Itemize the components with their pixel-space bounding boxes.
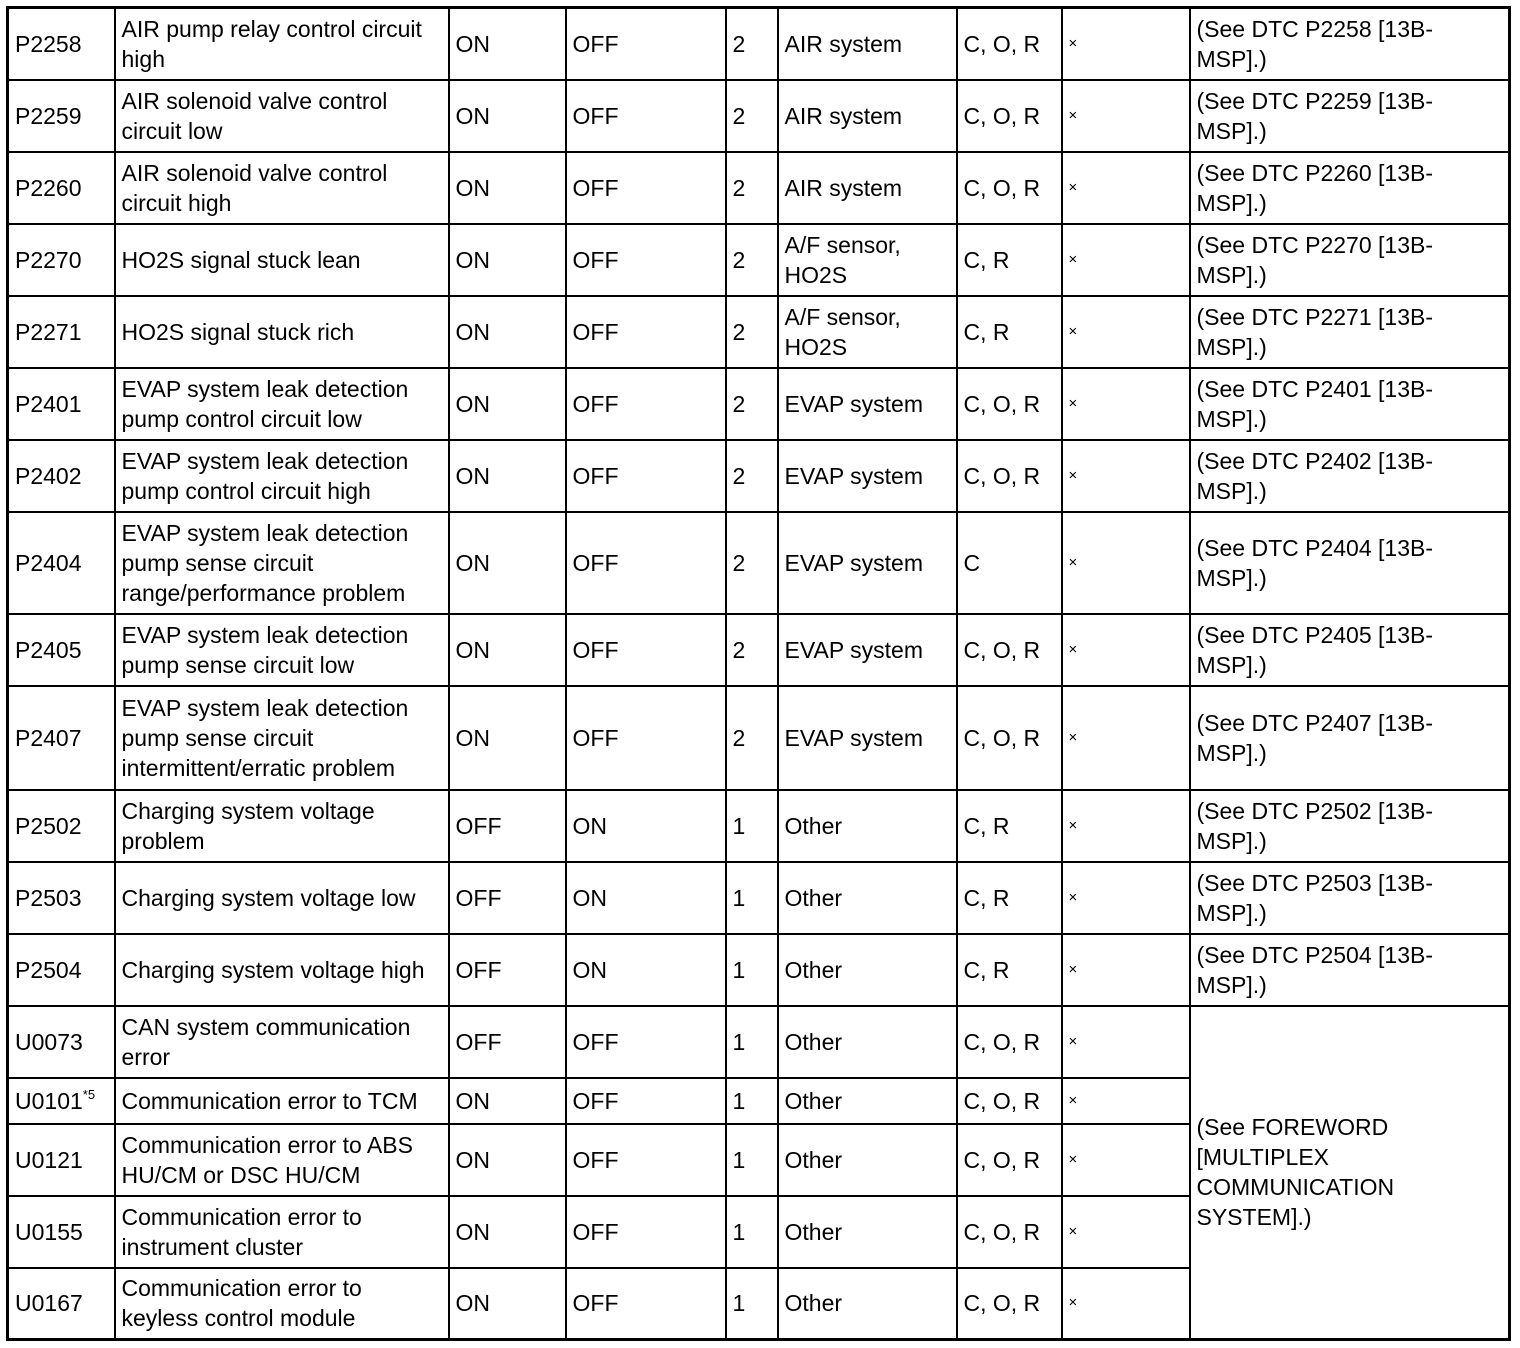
table-row: [8, 80, 1510, 152]
monitor-drive-cycle: 2: [726, 296, 778, 368]
mark-cell: ×: [1062, 152, 1190, 224]
mil-status: ON: [449, 614, 566, 686]
dtc-description: Communication error to instrument cluster: [115, 1196, 449, 1268]
mil-status: ON: [449, 8, 566, 80]
monitor-item: Other: [778, 1006, 957, 1078]
dtc-memory: C, R: [957, 790, 1062, 862]
monitor-drive-cycle: 1: [726, 790, 778, 862]
mark-cell: ×: [1062, 512, 1190, 614]
reference-cell: (See DTC P2502 [13B-MSP].): [1190, 790, 1510, 862]
generator-warning-status: OFF: [566, 614, 726, 686]
dtc-memory: C, O, R: [957, 440, 1062, 512]
monitor-drive-cycle: 2: [726, 686, 778, 790]
dtc-memory: C, O, R: [957, 1196, 1062, 1268]
generator-warning-status: OFF: [566, 80, 726, 152]
mil-status: ON: [449, 296, 566, 368]
dtc-memory: C, O, R: [957, 152, 1062, 224]
monitor-item: Other: [778, 1124, 957, 1196]
monitor-drive-cycle: 1: [726, 1078, 778, 1124]
dtc-code: P2407: [8, 686, 115, 790]
dtc-code: P2259: [8, 80, 115, 152]
monitor-item: AIR system: [778, 80, 957, 152]
monitor-drive-cycle: 1: [726, 1006, 778, 1078]
table-row: [8, 1006, 1510, 1078]
dtc-code: U0167: [8, 1268, 115, 1340]
generator-warning-status: OFF: [566, 1124, 726, 1196]
monitor-item: EVAP system: [778, 368, 957, 440]
mark-cell: ×: [1062, 440, 1190, 512]
table-row: [8, 224, 1510, 296]
mark-cell: ×: [1062, 296, 1190, 368]
mark-cell: ×: [1062, 790, 1190, 862]
table-row: [8, 614, 1510, 686]
generator-warning-status: OFF: [566, 440, 726, 512]
monitor-drive-cycle: 2: [726, 368, 778, 440]
reference-cell: (See DTC P2258 [13B-MSP].): [1190, 8, 1510, 80]
table-row: [8, 296, 1510, 368]
monitor-item: EVAP system: [778, 686, 957, 790]
dtc-description: EVAP system leak detection pump control circuit high: [115, 440, 449, 512]
monitor-drive-cycle: 1: [726, 1196, 778, 1268]
monitor-drive-cycle: 1: [726, 862, 778, 934]
monitor-item: Other: [778, 1268, 957, 1340]
mil-status: ON: [449, 686, 566, 790]
reference-cell: (See DTC P2407 [13B-MSP].): [1190, 686, 1510, 790]
dtc-code: U0073: [8, 1006, 115, 1078]
monitor-item: Other: [778, 1078, 957, 1124]
monitor-item: EVAP system: [778, 512, 957, 614]
mil-status: ON: [449, 1196, 566, 1268]
generator-warning-status: OFF: [566, 686, 726, 790]
mark-cell: ×: [1062, 224, 1190, 296]
table-row: [8, 862, 1510, 934]
dtc-description: EVAP system leak detection pump sense circuit low: [115, 614, 449, 686]
mil-status: ON: [449, 1124, 566, 1196]
dtc-memory: C, O, R: [957, 614, 1062, 686]
mark-cell: ×: [1062, 862, 1190, 934]
mark-cell: ×: [1062, 934, 1190, 1006]
monitor-item: AIR system: [778, 152, 957, 224]
reference-cell: (See DTC P2271 [13B-MSP].): [1190, 296, 1510, 368]
dtc-memory: C, O, R: [957, 686, 1062, 790]
mark-cell: ×: [1062, 1196, 1190, 1268]
dtc-code: P2260: [8, 152, 115, 224]
dtc-code: P2404: [8, 512, 115, 614]
monitor-drive-cycle: 2: [726, 440, 778, 512]
dtc-code: U0121: [8, 1124, 115, 1196]
mark-cell: ×: [1062, 80, 1190, 152]
mark-cell: ×: [1062, 8, 1190, 80]
dtc-description: CAN system communication error: [115, 1006, 449, 1078]
shared-reference-cell: (See FOREWORD [MULTIPLEX COMMUNICATION SYSTEM].): [1190, 1006, 1510, 1340]
reference-cell: (See DTC P2405 [13B-MSP].): [1190, 614, 1510, 686]
monitor-item: A/F sensor, HO2S: [778, 224, 957, 296]
dtc-memory: C: [957, 512, 1062, 614]
mil-status: ON: [449, 368, 566, 440]
dtc-description: Charging system voltage low: [115, 862, 449, 934]
monitor-drive-cycle: 1: [726, 934, 778, 1006]
mark-cell: ×: [1062, 1124, 1190, 1196]
generator-warning-status: ON: [566, 790, 726, 862]
monitor-drive-cycle: 2: [726, 224, 778, 296]
mark-cell: ×: [1062, 686, 1190, 790]
dtc-memory: C, R: [957, 296, 1062, 368]
table-row: [8, 8, 1510, 80]
generator-warning-status: ON: [566, 862, 726, 934]
generator-warning-status: OFF: [566, 368, 726, 440]
dtc-code: P2502: [8, 790, 115, 862]
dtc-description: AIR pump relay control circuit high: [115, 8, 449, 80]
generator-warning-status: OFF: [566, 152, 726, 224]
dtc-code-text: U0101: [15, 1087, 83, 1114]
generator-warning-status: OFF: [566, 1006, 726, 1078]
generator-warning-status: OFF: [566, 224, 726, 296]
mil-status: ON: [449, 1268, 566, 1340]
monitor-drive-cycle: 2: [726, 152, 778, 224]
table-row: [8, 934, 1510, 1006]
dtc-code: P2270: [8, 224, 115, 296]
dtc-code: U0155: [8, 1196, 115, 1268]
table-row: [8, 368, 1510, 440]
monitor-drive-cycle: 1: [726, 1268, 778, 1340]
mil-status: ON: [449, 80, 566, 152]
footnote-marker: *5: [82, 1086, 96, 1102]
dtc-description: Communication error to keyless control module: [115, 1268, 449, 1340]
table-row: [8, 790, 1510, 862]
dtc-description: Charging system voltage high: [115, 934, 449, 1006]
monitor-item: EVAP system: [778, 440, 957, 512]
monitor-drive-cycle: 1: [726, 1124, 778, 1196]
reference-cell: (See DTC P2260 [13B-MSP].): [1190, 152, 1510, 224]
dtc-memory: C, O, R: [957, 1006, 1062, 1078]
dtc-table: [6, 6, 1511, 1341]
dtc-memory: C, R: [957, 862, 1062, 934]
reference-cell: (See DTC P2503 [13B-MSP].): [1190, 862, 1510, 934]
dtc-memory: C, O, R: [957, 1078, 1062, 1124]
table-row: [8, 686, 1510, 790]
generator-warning-status: OFF: [566, 1196, 726, 1268]
dtc-code: [8, 1078, 115, 1124]
monitor-item: AIR system: [778, 8, 957, 80]
monitor-drive-cycle: 2: [726, 512, 778, 614]
mil-status: ON: [449, 512, 566, 614]
reference-cell: (See DTC P2401 [13B-MSP].): [1190, 368, 1510, 440]
dtc-memory: C, O, R: [957, 1124, 1062, 1196]
table-row: [8, 512, 1510, 614]
generator-warning-status: OFF: [566, 8, 726, 80]
generator-warning-status: ON: [566, 934, 726, 1006]
mil-status: ON: [449, 1078, 566, 1124]
dtc-description: EVAP system leak detection pump sense circuit intermittent/erratic problem: [115, 686, 449, 790]
mark-cell: ×: [1062, 614, 1190, 686]
dtc-description: Communication error to TCM: [115, 1078, 449, 1124]
mil-status: OFF: [449, 1006, 566, 1078]
generator-warning-status: OFF: [566, 1078, 726, 1124]
monitor-item: EVAP system: [778, 614, 957, 686]
dtc-code: P2402: [8, 440, 115, 512]
mil-status: OFF: [449, 790, 566, 862]
mil-status: OFF: [449, 862, 566, 934]
monitor-item: Other: [778, 862, 957, 934]
dtc-description: EVAP system leak detection pump control circuit low: [115, 368, 449, 440]
generator-warning-status: OFF: [566, 512, 726, 614]
reference-cell: (See DTC P2402 [13B-MSP].): [1190, 440, 1510, 512]
dtc-description: HO2S signal stuck rich: [115, 296, 449, 368]
monitor-item: Other: [778, 934, 957, 1006]
generator-warning-status: OFF: [566, 1268, 726, 1340]
dtc-code: P2405: [8, 614, 115, 686]
dtc-code: P2503: [8, 862, 115, 934]
table-row: [8, 152, 1510, 224]
dtc-code: P2271: [8, 296, 115, 368]
dtc-memory: C, R: [957, 224, 1062, 296]
mil-status: OFF: [449, 934, 566, 1006]
monitor-item: A/F sensor, HO2S: [778, 296, 957, 368]
mark-cell: ×: [1062, 1078, 1190, 1124]
dtc-description: AIR solenoid valve control circuit low: [115, 80, 449, 152]
monitor-drive-cycle: 2: [726, 8, 778, 80]
monitor-item: Other: [778, 790, 957, 862]
monitor-item: Other: [778, 1196, 957, 1268]
reference-cell: (See DTC P2404 [13B-MSP].): [1190, 512, 1510, 614]
monitor-drive-cycle: 2: [726, 80, 778, 152]
dtc-memory: C, O, R: [957, 368, 1062, 440]
monitor-drive-cycle: 2: [726, 614, 778, 686]
dtc-description: Charging system voltage problem: [115, 790, 449, 862]
generator-warning-status: OFF: [566, 296, 726, 368]
dtc-code: P2258: [8, 8, 115, 80]
dtc-description: Communication error to ABS HU/CM or DSC HU/CM: [115, 1124, 449, 1196]
mil-status: ON: [449, 224, 566, 296]
dtc-memory: C, O, R: [957, 80, 1062, 152]
dtc-description: AIR solenoid valve control circuit high: [115, 152, 449, 224]
mark-cell: ×: [1062, 1268, 1190, 1340]
mil-status: ON: [449, 440, 566, 512]
table-row: [8, 440, 1510, 512]
dtc-code: P2504: [8, 934, 115, 1006]
mark-cell: ×: [1062, 1006, 1190, 1078]
dtc-memory: C, O, R: [957, 1268, 1062, 1340]
dtc-code: P2401: [8, 368, 115, 440]
reference-cell: (See DTC P2270 [13B-MSP].): [1190, 224, 1510, 296]
mark-cell: ×: [1062, 368, 1190, 440]
reference-cell: (See DTC P2259 [13B-MSP].): [1190, 80, 1510, 152]
dtc-description: HO2S signal stuck lean: [115, 224, 449, 296]
dtc-memory: C, R: [957, 934, 1062, 1006]
reference-cell: (See DTC P2504 [13B-MSP].): [1190, 934, 1510, 1006]
dtc-description: EVAP system leak detection pump sense circuit range/performance problem: [115, 512, 449, 614]
mil-status: ON: [449, 152, 566, 224]
dtc-memory: C, O, R: [957, 8, 1062, 80]
